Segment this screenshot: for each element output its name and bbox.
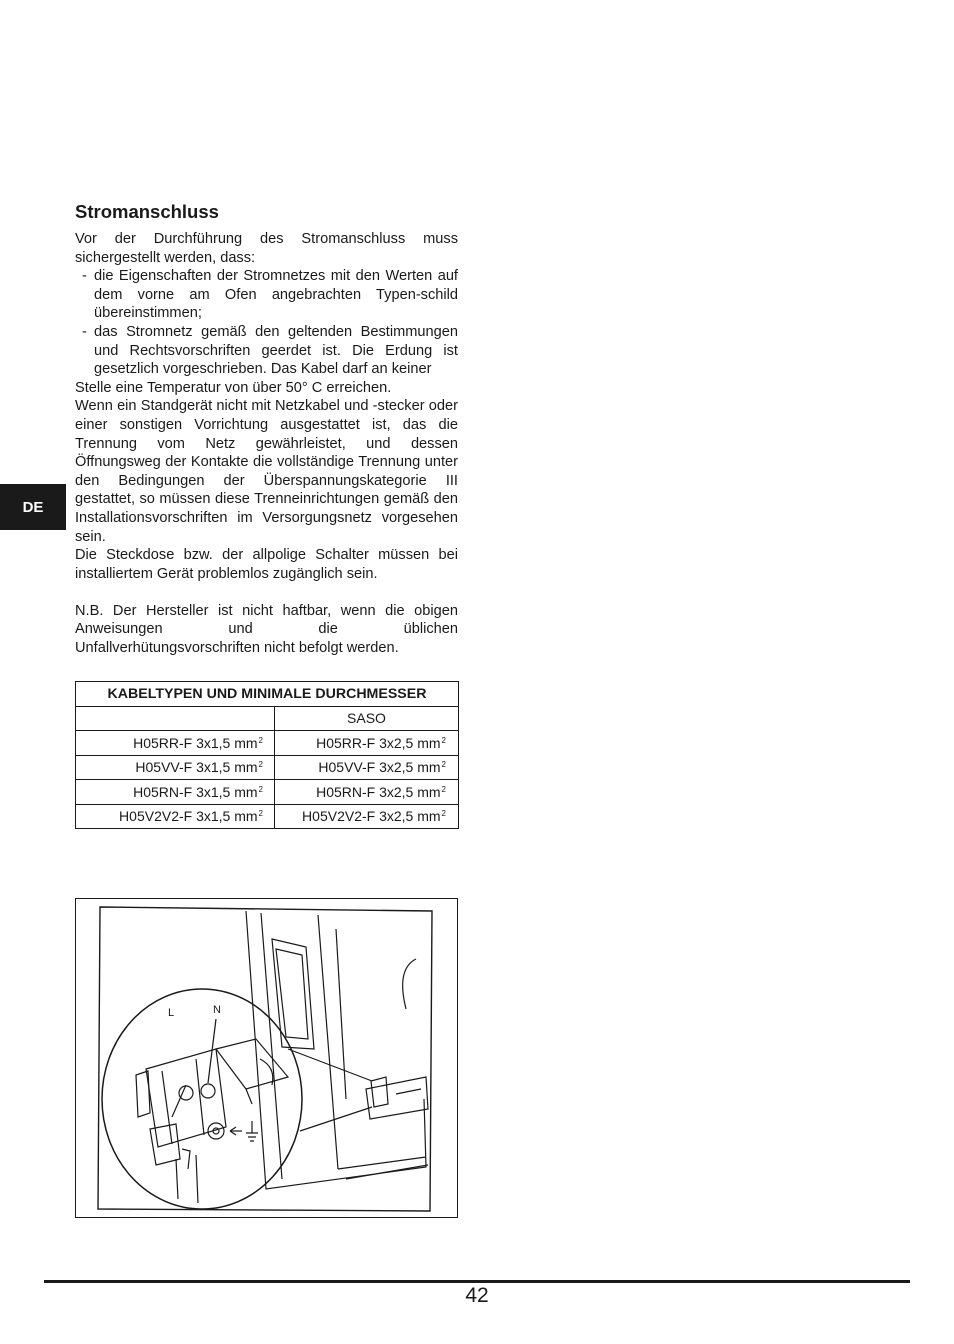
table-row — [76, 780, 459, 805]
table-row — [76, 804, 459, 829]
terminal-block-drawing — [76, 899, 457, 1217]
section-heading: Stromanschluss — [75, 201, 219, 222]
table-title: KABELTYPEN UND MINIMALE DURCHMESSER — [76, 682, 459, 707]
body-text — [75, 230, 458, 658]
standgeraet-paragraph: Wenn ein Standgerät nicht mit Netzkabel und -stecker oder einer sonstigen Vorrichtung ausgestattet ist, das die Trennung vom Netz gewährleistet, und dessen Öffnungsweg der Kontakte die vollständige Trennung unter den Bedingungen der Überspannungskategorie III gestattet, so müssen diese Trenneinrichtungen gemäß den Installationsvorschriften im Versorgungsnetz vorgesehen sein. — [75, 398, 458, 545]
table-cell: H05VV-F 3x1,5 $mm^2$ — [76, 755, 275, 780]
footer-rule — [44, 1280, 910, 1283]
requirements-list — [75, 267, 458, 379]
table-row — [76, 755, 459, 780]
live-terminal-label: L — [168, 1007, 175, 1019]
table-cell: H05RN-F 3x1,5 $mm^2$ — [76, 780, 275, 805]
nb-paragraph: N.B. Der Hersteller ist nicht haftbar, wenn die obigen Anweisungen und die üblichen Unfallverhütungsvorschriften nicht befolgt werden. — [75, 602, 458, 657]
bullet-marker: - — [82, 268, 87, 285]
table-cell: H05VV-F 3x2,5 $mm^2$ — [275, 755, 459, 780]
continued-paragraph: Stelle eine Temperatur von über 50° C erreichen. — [75, 379, 392, 396]
table-cell: H05V2V2-F 3x1,5 $mm^2$ — [76, 804, 275, 829]
table-cell: H05RN-F 3x2,5 $mm^2$ — [275, 780, 459, 805]
table-cell: H05V2V2-F 3x2,5 $mm^2$ — [275, 804, 459, 829]
list-item — [75, 267, 458, 323]
cable-types-table — [75, 681, 459, 829]
neutral-terminal-label: N — [213, 1004, 221, 1016]
intro-paragraph: Vor der Durchführung des Stromanschluss muss sichergestellt werden, dass: — [75, 231, 458, 266]
list-item-text: die Eigenschaften der Stromnetzes mit den Werten auf dem vorne am Ofen angebrachten Typen-schild übereinstimmen; — [94, 268, 458, 322]
table-cell: H05RR-F 3x2,5 $mm^2$ — [275, 731, 459, 756]
steckdose-paragraph: Die Steckdose bzw. der allpolige Schalter müssen bei installiertem Gerät problemlos zugänglich sein. — [75, 547, 458, 582]
page-number: 42 — [465, 1284, 489, 1307]
language-tab: DE — [0, 484, 66, 530]
list-item — [75, 323, 458, 379]
table-title-row — [76, 682, 459, 707]
bullet-marker: - — [82, 323, 87, 340]
column-header-saso: SASO — [275, 706, 459, 731]
column-header-standard — [76, 706, 275, 731]
list-item-text: das Stromnetz gemäß den geltenden Bestimmungen und Rechtsvorschriften geerdet ist. Die Erdung ist gesetzlich vorgeschrieben. Das Kabel darf an keiner — [94, 323, 458, 378]
table-header-row — [76, 706, 459, 731]
table-cell: H05RR-F 3x1,5 $mm^2$ — [76, 731, 275, 756]
wiring-illustration — [75, 898, 458, 1218]
table-row — [76, 731, 459, 756]
